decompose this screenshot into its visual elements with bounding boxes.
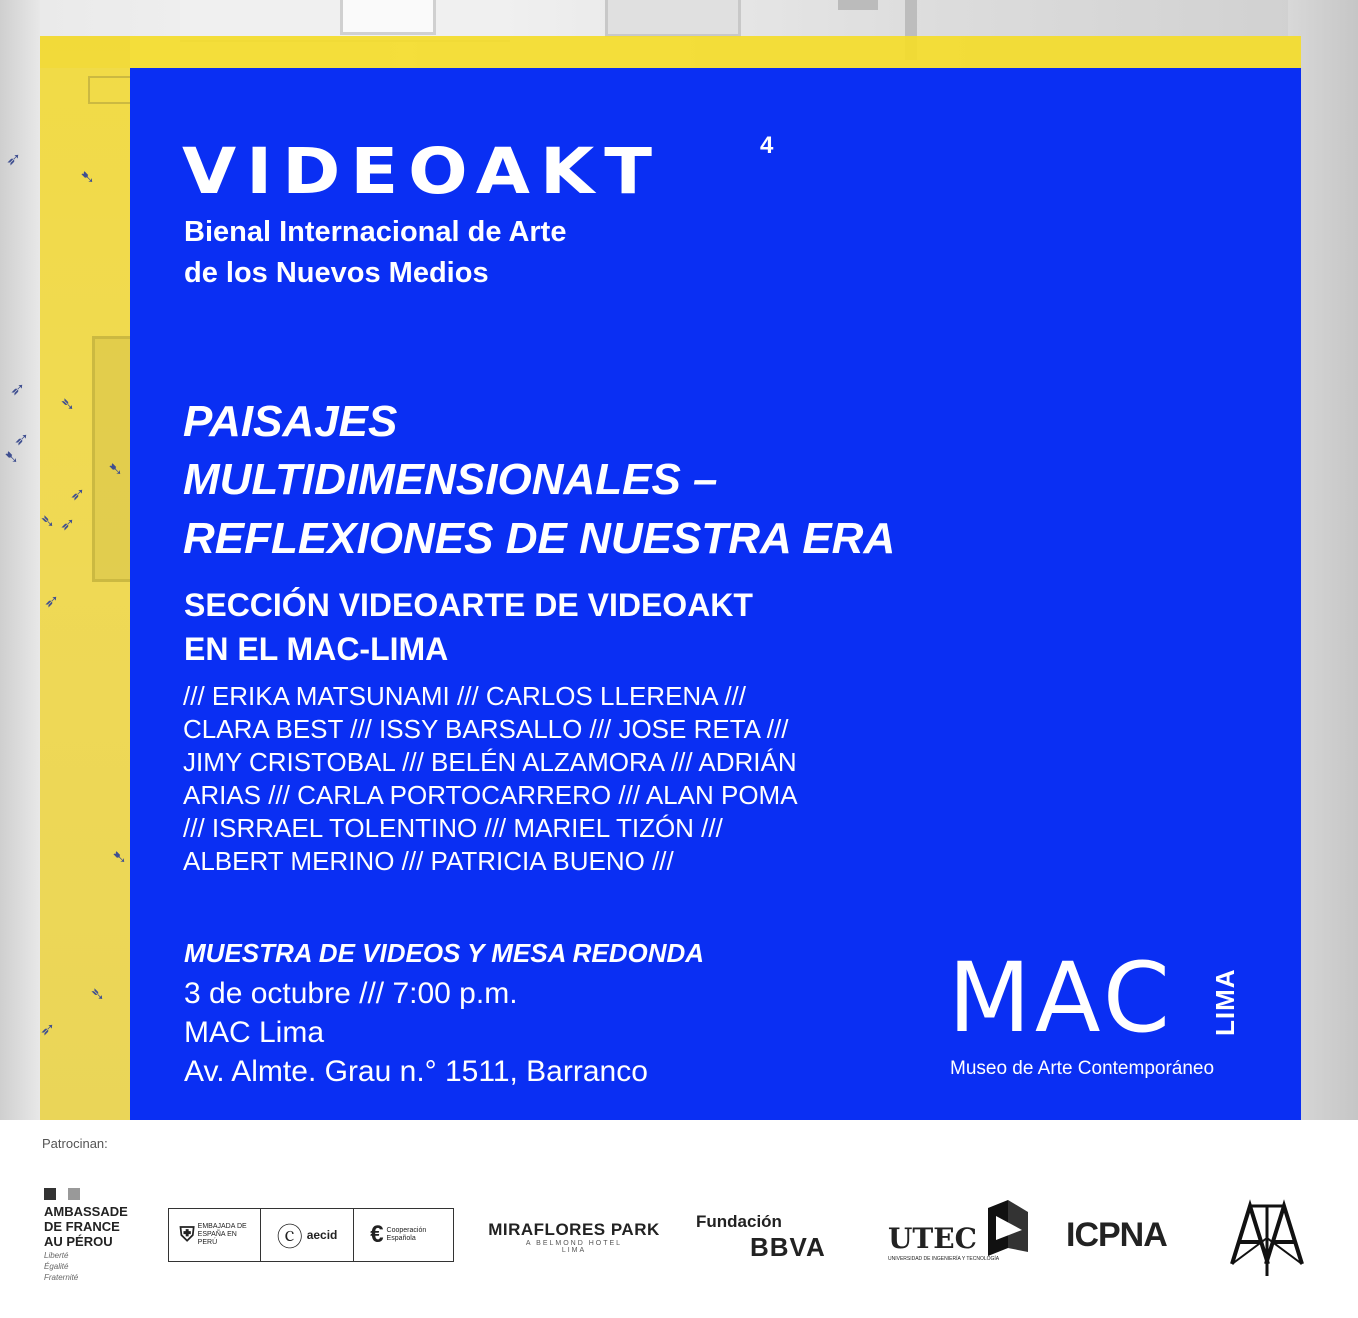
cooperacion-icon: € xyxy=(370,1221,384,1248)
event-venue: MAC Lima xyxy=(184,1016,325,1049)
sponsors-label: Patrocinan: xyxy=(42,1136,108,1151)
bird-icon: ➷ xyxy=(108,459,124,479)
event-title: MUESTRA DE VIDEOS Y MESA REDONDA xyxy=(184,938,705,968)
title-line: REFLEXIONES DE NUESTRA ERA xyxy=(183,514,896,563)
ambassade-logo xyxy=(44,1188,154,1282)
section-line: SECCIÓN VIDEOARTE DE VIDEOAKT xyxy=(184,587,753,623)
miraflores-park-logo xyxy=(484,1220,664,1254)
yellow-band-top xyxy=(40,36,1301,68)
artist-line: ALBERT MERINO /// PATRICIA BUENO /// xyxy=(183,846,674,876)
videoakt-logo: VIDEOAKT xyxy=(182,134,662,209)
embajada-label: EMBAJADA DE ESPAÑA EN PERÚ xyxy=(197,1223,247,1246)
utec-emblem-icon xyxy=(982,1200,1030,1256)
coat-of-arms-icon: ⛨ xyxy=(179,1223,195,1246)
bird-icon: ➶ xyxy=(6,149,22,169)
artist-line: /// ISRRAEL TOLENTINO /// MARIEL TIZÓN /// xyxy=(183,813,723,843)
fundacion-bbva-logo xyxy=(696,1212,826,1263)
mac-subtitle: Museo de Arte Contemporáneo xyxy=(950,1058,1215,1079)
bird-icon: ➶ xyxy=(14,429,30,449)
miraflores-city: LIMA xyxy=(561,1247,587,1254)
icpna-logo: ICPNA xyxy=(1066,1216,1167,1254)
embajada-logo xyxy=(169,1209,261,1261)
french-flag-icon xyxy=(44,1188,80,1200)
miraflores-sub: A BELMOND HOTEL xyxy=(525,1240,623,1247)
motto-line: Égalité xyxy=(44,1262,69,1271)
ata-emblem-icon xyxy=(1222,1198,1312,1278)
mac-word: MAC xyxy=(948,942,1174,1054)
cooperacion-label: Cooperación Española xyxy=(386,1227,427,1242)
utec-sub: UNIVERSIDAD DE INGENIERÍA Y TECNOLOGÍA xyxy=(888,1256,1000,1262)
miraflores-name: MIRAFLORES PARK xyxy=(488,1220,660,1239)
bird-icon: ➷ xyxy=(80,167,96,187)
bird-icon: ➴ xyxy=(60,394,76,414)
motto-line: Fraternité xyxy=(44,1273,79,1282)
artist-line: /// ERIKA MATSUNAMI /// CARLOS LLERENA /// xyxy=(183,681,746,711)
artist-line: CLARA BEST /// ISSY BARSALLO /// JOSE RETA /// xyxy=(183,714,789,744)
window xyxy=(605,0,741,37)
subtitle-line: de los Nuevos Medios xyxy=(184,257,489,289)
bird-icon: ➷ xyxy=(112,847,128,867)
fundacion-label: Fundación xyxy=(696,1212,782,1231)
bird-icon: ➷ xyxy=(4,447,20,467)
bird-icon: ➴ xyxy=(90,984,106,1004)
bird-icon: ➶ xyxy=(70,484,86,504)
title-line: PAISAJES xyxy=(183,397,398,446)
section-line: EN EL MAC-LIMA xyxy=(184,631,449,667)
title-line: MULTIDIMENSIONALES – xyxy=(183,455,718,504)
window xyxy=(838,0,878,10)
ambassade-line: AU PÉROU xyxy=(44,1234,113,1249)
artist-line: JIMY CRISTOBAL /// BELÉN ALZAMORA /// ADRIÁN xyxy=(183,747,797,777)
mac-lima-vertical: LIMA xyxy=(1210,968,1240,1036)
aecid-logo xyxy=(261,1209,353,1261)
aecid-label: aecid xyxy=(306,1228,338,1242)
bbva-label: BBVA xyxy=(750,1232,826,1262)
spain-cooperation-logo xyxy=(168,1208,454,1262)
event-date: 3 de octubre /// 7:00 p.m. xyxy=(184,977,518,1010)
utec-label: UTEC xyxy=(888,1222,977,1255)
bird-icon: ➶ xyxy=(10,379,26,399)
subtitle-line: Bienal Internacional de Arte xyxy=(184,216,567,248)
window xyxy=(340,0,436,35)
event-address: Av. Almte. Grau n.° 1511, Barranco xyxy=(184,1055,648,1088)
ata-logo xyxy=(1222,1198,1312,1278)
bird-icon: ➶ xyxy=(40,1019,56,1039)
utec-logo xyxy=(888,1198,1032,1268)
aecid-icon: ⓒ xyxy=(276,1221,303,1252)
yellow-band-left xyxy=(40,36,130,1120)
ambassade-line: DE FRANCE xyxy=(44,1219,120,1234)
bird-icon: ➶ xyxy=(60,514,76,534)
cooperacion-logo xyxy=(354,1209,453,1261)
artist-line: ARIAS /// CARLA PORTOCARRERO /// ALAN POMA xyxy=(183,780,798,810)
logo-superscript: 4 xyxy=(760,132,774,159)
bird-icon: ➴ xyxy=(40,511,56,531)
ambassade-line: AMBASSADE xyxy=(44,1204,128,1219)
bird-icon: ➶ xyxy=(44,591,60,611)
motto-line: Liberté xyxy=(44,1251,69,1260)
